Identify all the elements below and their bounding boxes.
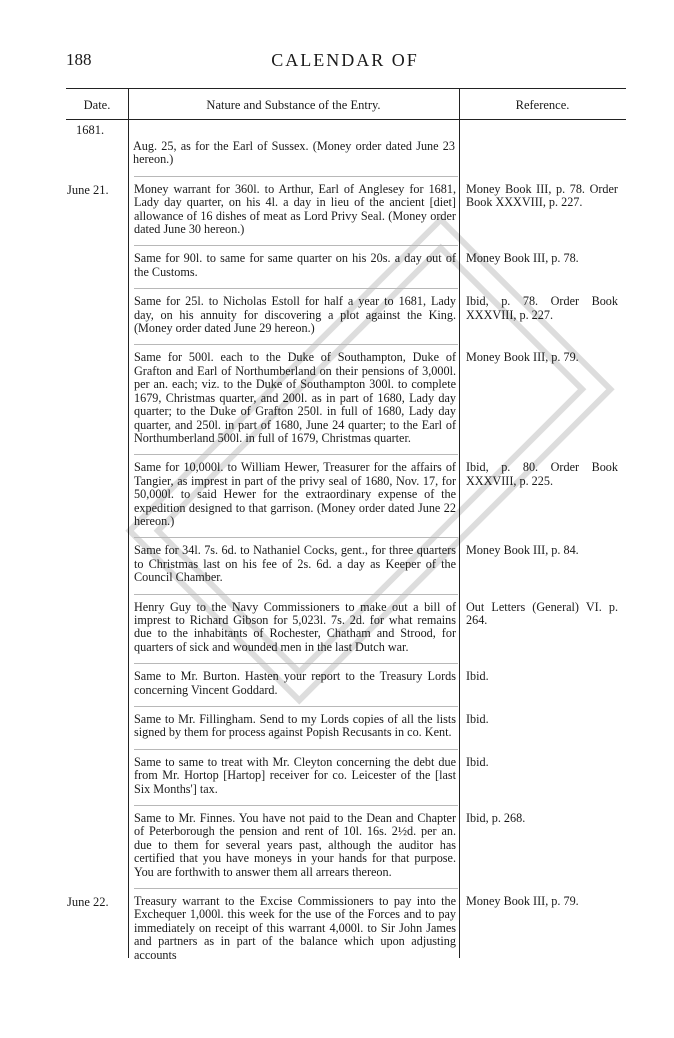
entry-row (134, 749, 489, 796)
entry-text: Henry Guy to the Navy Commissioners to make out a bill of imprest to Richard Gibson for 5,023l. 7s. 2d. for what remains due to the inhabitants of Rochester, Chatham and Strood, for quarters of sick and wounded men in the last Dutch war. (134, 599, 456, 654)
running-title: CALENDAR OF (271, 50, 419, 70)
entry-date: June 22. (67, 895, 109, 910)
entry-row (0, 140, 674, 167)
entry-reference: Ibid, p. 78. Order Book XXXVIII, p. 227. (466, 294, 618, 322)
entry-row (134, 245, 579, 279)
year-label: 1681. (76, 123, 105, 137)
entry-reference: Ibid, p. 268. (466, 811, 526, 826)
page-header (66, 50, 624, 72)
entry-text: Same to Mr. Burton. Hasten your report to the Treasury Lords concerning Vincent Goddard. (134, 669, 456, 697)
entry-text: Same for 34l. 7s. 6d. to Nathaniel Cocks, gent., for three quarters to Christmas last on his fee of 2s. 6d. a day as Keeper of the Council Chamber. (134, 543, 456, 585)
entry-text: Same for 500l. each to the Duke of Southampton, Duke of Grafton and Earl of Northumberland on their pensions of 3,000l. per an. each; viz. to the Duke of Southampton 300l. to complete 1679, Christmas quarter, and 200l. as in part of 1680, Lady day quarter; to the Duke of Grafton 250l. in full of 1680, Lady day quarter, and 250l. in part of 1680, June 24 quarter; to the Earl of Northumberland 500l. in full of 1679, Christmas quarter. (134, 350, 456, 445)
entry-reference: Money Book III, p. 84. (466, 543, 579, 558)
entry-row (134, 663, 489, 697)
entry-reference: Out Letters (General) VI. p. 264. (466, 599, 618, 627)
entry-row (134, 805, 526, 879)
entry-row (134, 288, 618, 336)
table-top-rule (66, 88, 626, 89)
entry-text: Same to same to treat with Mr. Cleyton concerning the debt due from Mr. Hortop [Hartop] receiver for co. Leicester of the [last Six Months'] tax. (134, 754, 456, 796)
entry-reference: Ibid, p. 80. Order Book XXXVIII, p. 225. (466, 460, 618, 488)
entry-reference: Money Book III, p. 78. (466, 251, 579, 266)
column-header-nature: Nature and Substance of the Entry. (206, 98, 381, 112)
entry-text: Same to Mr. Finnes. You have not paid to the Dean and Chapter of Peterborough the pension and rent of 10l. 16s. 2½d. per an. due to them for several years past, although the auditor has certified that you have moneys in your hands for that purpose. You are forthwith to answer them all arrears thereon. (134, 811, 456, 879)
entry-row (134, 537, 579, 585)
entry-reference: Money Book III, p. 79. (466, 894, 579, 909)
entry-text: Treasury warrant to the Excise Commissioners to pay into the Exchequer 1,000l. this week for the use of the Forces and to pay immediately on receipt of this warrant 4,000l. to Sir John James and partners as in part of the balance which upon adjusting accounts (134, 894, 456, 962)
entry-text: Aug. 25, as for the Earl of Sussex. (Money order dated June 23 hereon.) (133, 139, 455, 167)
entry-reference: Money Book III, p. 78. Order Book XXXVIII, p. 227. (466, 181, 618, 210)
entry-row (134, 454, 618, 528)
entry-row (134, 344, 579, 445)
page-number: 188 (66, 50, 92, 69)
entry-text: Same to Mr. Fillingham. Send to my Lords copies of all the lists signed by them for process against Popish Recusants in co. Kent. (134, 712, 456, 740)
entry-text: Money warrant for 360l. to Arthur, Earl of Anglesey for 1681, Lady day quarter, on his 4l. a day in lieu of the ancient [diet] allowance of 16 dishes of meat as Lord Privy Seal. (Money order dated June 30 hereon.) (134, 181, 456, 237)
entry-row (67, 176, 618, 237)
entry-reference: Ibid. (466, 754, 489, 769)
entries-list (0, 140, 674, 971)
entry-row (67, 888, 579, 962)
entry-text: Same for 25l. to Nicholas Estoll for half a year to 1681, Lady day, on his annuity for discovering a plot against the King. (Money order dated June 29 hereon.) (134, 294, 456, 336)
table-header-rule (66, 119, 626, 120)
column-header-date: Date. (83, 98, 111, 112)
column-header-reference: Reference. (515, 98, 570, 112)
entry-reference: Ibid. (466, 712, 489, 726)
entry-date: June 21. (67, 182, 109, 197)
entry-row (134, 706, 489, 740)
entry-reference: Ibid. (466, 669, 489, 684)
entry-reference: Money Book III, p. 79. (466, 350, 579, 365)
entry-text: Same for 10,000l. to William Hewer, Treasurer for the affairs of Tangier, as imprest in part of the privy seal of 1680, Nov. 17, for 50,000l. to said Hewer for the extraordinary expense of the expedition designed to that garrison. (Money order dated June 22 hereon.) (134, 460, 456, 528)
entry-text: Same for 90l. to same for same quarter on his 20s. a day out of the Customs. (134, 251, 456, 279)
entry-row (134, 594, 618, 655)
